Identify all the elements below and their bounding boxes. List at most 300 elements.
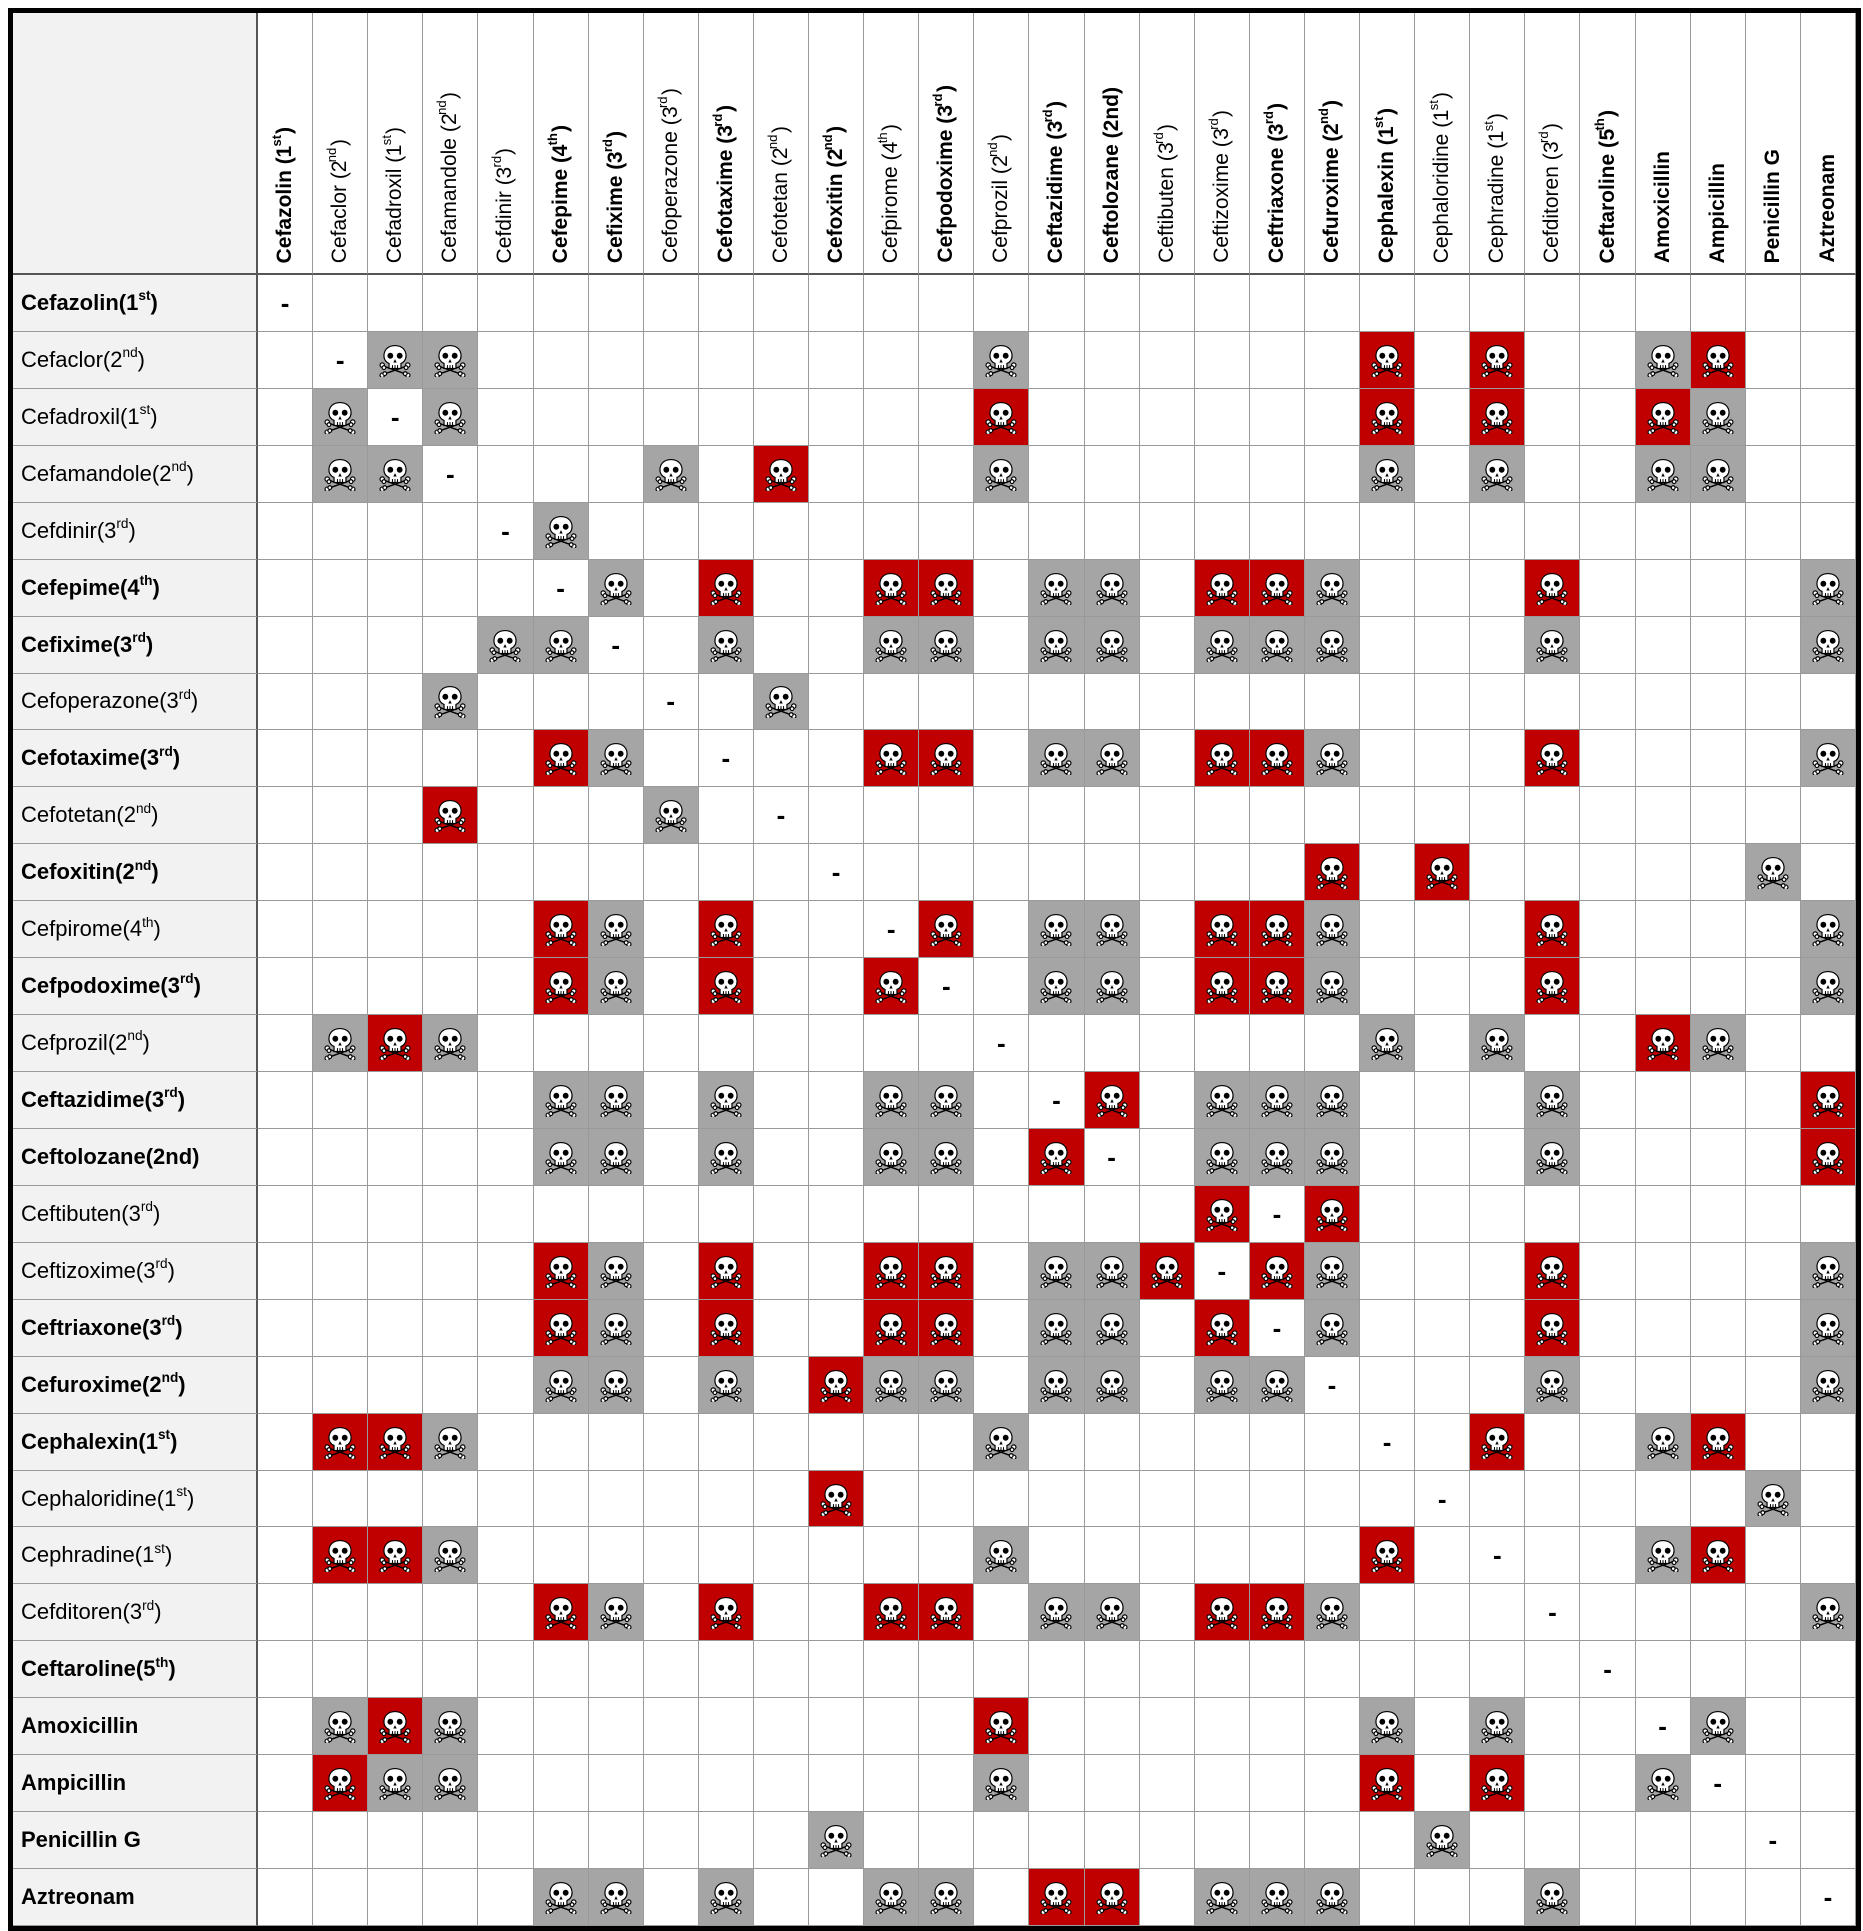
moderate-interaction-cell: [534, 1129, 589, 1186]
empty-cell: [1415, 446, 1470, 503]
skull-crossbones-icon: [1315, 1880, 1349, 1914]
skull-crossbones-icon: [1260, 1368, 1294, 1402]
empty-cell: [1250, 1471, 1305, 1528]
severe-interaction-cell: [368, 1015, 423, 1072]
empty-cell: [1085, 1414, 1140, 1471]
empty-cell: [1140, 1471, 1195, 1528]
row-header-generation: 2nd: [122, 857, 152, 885]
moderate-interaction-cell: [754, 674, 809, 731]
empty-cell: [754, 1357, 809, 1414]
empty-cell: [258, 1186, 313, 1243]
skull-crossbones-icon: [1039, 1880, 1073, 1914]
row-header: Ceftazidime ( 3rd ): [13, 1072, 258, 1129]
row-header-name: Cefpodoxime: [21, 973, 161, 999]
empty-cell: [809, 560, 864, 617]
column-header: [1085, 13, 1140, 275]
empty-cell: [1360, 958, 1415, 1015]
empty-cell: [1636, 1471, 1691, 1528]
empty-cell: [809, 1698, 864, 1755]
empty-cell: [754, 560, 809, 617]
empty-cell: [1140, 787, 1195, 844]
moderate-interaction-cell: [423, 332, 478, 389]
empty-cell: [589, 1471, 644, 1528]
skull-crossbones-icon: [984, 1766, 1018, 1800]
empty-cell: [699, 1015, 754, 1072]
skull-crossbones-icon: [544, 1254, 578, 1288]
skull-crossbones-icon: [984, 343, 1018, 377]
empty-cell: [1305, 1015, 1360, 1072]
column-header-label: Ceftizoxime (3rd): [1205, 110, 1233, 263]
empty-cell: [1140, 1812, 1195, 1869]
empty-cell: [258, 560, 313, 617]
severe-interaction-cell: [1195, 1584, 1250, 1641]
empty-cell: [1580, 1129, 1635, 1186]
empty-cell: [258, 503, 313, 560]
moderate-interaction-cell: [589, 1357, 644, 1414]
empty-cell: [1140, 1357, 1195, 1414]
self-dash: -: [1823, 1882, 1833, 1913]
empty-cell: [1691, 958, 1746, 1015]
moderate-interaction-cell: [1195, 617, 1250, 674]
moderate-interaction-cell: [1305, 617, 1360, 674]
moderate-interaction-cell: [1801, 560, 1856, 617]
empty-cell: [1360, 275, 1415, 332]
moderate-interaction-cell: [1691, 1015, 1746, 1072]
empty-cell: [1360, 1869, 1415, 1926]
empty-cell: [1636, 617, 1691, 674]
empty-cell: [1746, 1755, 1801, 1812]
moderate-interaction-cell: [974, 1414, 1029, 1471]
column-header: [478, 13, 533, 275]
empty-cell: [1691, 730, 1746, 787]
empty-cell: [258, 1527, 313, 1584]
empty-cell: [1415, 503, 1470, 560]
moderate-interaction-cell: [1305, 1072, 1360, 1129]
empty-cell: [313, 1471, 368, 1528]
row-header: Cefditoren ( 3rd ): [13, 1584, 258, 1641]
severe-interaction-cell: [534, 1243, 589, 1300]
empty-cell: [1195, 674, 1250, 731]
column-header-name: Ceftibuten: [1154, 167, 1178, 263]
skull-crossbones-icon: [433, 343, 467, 377]
severe-interaction-cell: [919, 901, 974, 958]
row-header: Cefpirome ( 4th ): [13, 901, 258, 958]
skull-crossbones-icon: [544, 1083, 578, 1117]
self-cell: [644, 674, 699, 731]
skull-crossbones-icon: [1039, 1311, 1073, 1345]
skull-crossbones-icon: [1811, 628, 1845, 662]
empty-cell: [974, 1641, 1029, 1698]
empty-cell: [1470, 1129, 1525, 1186]
self-cell: [1085, 1129, 1140, 1186]
moderate-interaction-cell: [423, 389, 478, 446]
skull-crossbones-icon: [544, 741, 578, 775]
empty-cell: [1140, 1300, 1195, 1357]
empty-cell: [478, 1869, 533, 1926]
skull-crossbones-icon: [874, 1254, 908, 1288]
empty-cell: [699, 1641, 754, 1698]
empty-cell: [1746, 1357, 1801, 1414]
column-header-name: Cephaloridine: [1430, 133, 1454, 263]
empty-cell: [1746, 1869, 1801, 1926]
empty-cell: [1801, 787, 1856, 844]
skull-crossbones-icon: [1480, 1425, 1514, 1459]
severe-interaction-cell: [1801, 1072, 1856, 1129]
severe-interaction-cell: [1085, 1869, 1140, 1926]
empty-cell: [699, 674, 754, 731]
empty-cell: [1746, 503, 1801, 560]
skull-crossbones-icon: [433, 684, 467, 718]
self-cell: [1746, 1812, 1801, 1869]
row-header-name: Ceftaroline: [21, 1656, 136, 1682]
empty-cell: [1195, 1812, 1250, 1869]
moderate-interaction-cell: [1801, 1584, 1856, 1641]
empty-cell: [1525, 389, 1580, 446]
empty-cell: [534, 1755, 589, 1812]
empty-cell: [1360, 560, 1415, 617]
empty-cell: [809, 332, 864, 389]
skull-crossbones-icon: [1701, 1538, 1735, 1572]
skull-crossbones-icon: [1480, 343, 1514, 377]
row-header-name: Cefamandole: [21, 460, 152, 486]
empty-cell: [258, 1015, 313, 1072]
empty-cell: [1636, 844, 1691, 901]
skull-crossbones-icon: [1260, 571, 1294, 605]
skull-crossbones-icon: [1370, 343, 1404, 377]
moderate-interaction-cell: [919, 1869, 974, 1926]
skull-crossbones-icon: [1205, 1311, 1239, 1345]
empty-cell: [258, 1869, 313, 1926]
empty-cell: [809, 1414, 864, 1471]
empty-cell: [1746, 1243, 1801, 1300]
moderate-interaction-cell: [1250, 1869, 1305, 1926]
empty-cell: [1580, 674, 1635, 731]
row-header-name: Cefoxitin: [21, 859, 116, 885]
empty-cell: [1636, 1129, 1691, 1186]
skull-crossbones-icon: [1646, 1538, 1680, 1572]
column-header-label: Cefazolin (1st): [269, 126, 297, 263]
empty-cell: [919, 1414, 974, 1471]
severe-interaction-cell: [1525, 1300, 1580, 1357]
moderate-interaction-cell: [313, 389, 368, 446]
severe-interaction-cell: [1691, 1527, 1746, 1584]
empty-cell: [1470, 787, 1525, 844]
skull-crossbones-icon: [599, 1140, 633, 1174]
moderate-interaction-cell: [1085, 617, 1140, 674]
empty-cell: [1691, 1471, 1746, 1528]
self-dash: -: [1272, 1198, 1282, 1229]
skull-crossbones-icon: [1370, 400, 1404, 434]
column-header-name: Cefpodoxime: [934, 129, 958, 263]
skull-crossbones-icon: [378, 1425, 412, 1459]
empty-cell: [1470, 844, 1525, 901]
column-header-label: Cefprozil (2nd): [985, 134, 1013, 263]
moderate-interaction-cell: [1029, 958, 1084, 1015]
column-header-label: Cefditoren (3rd): [1536, 123, 1564, 263]
skull-crossbones-icon: [599, 1083, 633, 1117]
severe-interaction-cell: [1250, 901, 1305, 958]
empty-cell: [368, 1812, 423, 1869]
moderate-interaction-cell: [589, 1300, 644, 1357]
empty-cell: [1525, 1812, 1580, 1869]
moderate-interaction-cell: [589, 1584, 644, 1641]
column-header-label: Ceftolozane (2nd): [1099, 86, 1123, 263]
moderate-interaction-cell: [313, 1015, 368, 1072]
empty-cell: [644, 1755, 699, 1812]
skull-crossbones-icon: [709, 1880, 743, 1914]
empty-cell: [534, 1015, 589, 1072]
skull-crossbones-icon: [709, 1311, 743, 1345]
column-header: [1691, 13, 1746, 275]
empty-cell: [368, 617, 423, 674]
empty-cell: [1029, 389, 1084, 446]
column-header-name: Cefoperazone: [658, 131, 682, 263]
empty-cell: [1470, 674, 1525, 731]
empty-cell: [754, 275, 809, 332]
skull-crossbones-icon: [1260, 1880, 1294, 1914]
skull-crossbones-icon: [1315, 969, 1349, 1003]
severe-interaction-cell: [1305, 844, 1360, 901]
self-cell: [809, 844, 864, 901]
skull-crossbones-icon: [433, 1425, 467, 1459]
severe-interaction-cell: [919, 560, 974, 617]
empty-cell: [1470, 560, 1525, 617]
empty-cell: [478, 1755, 533, 1812]
moderate-interaction-cell: [1470, 446, 1525, 503]
empty-cell: [1691, 1641, 1746, 1698]
empty-cell: [1195, 1015, 1250, 1072]
empty-cell: [1525, 1698, 1580, 1755]
moderate-interaction-cell: [699, 617, 754, 674]
empty-cell: [1691, 1300, 1746, 1357]
row-header-name: Ceftolozane: [21, 1143, 146, 1169]
moderate-interaction-cell: [1470, 1015, 1525, 1072]
severe-interaction-cell: [919, 1300, 974, 1357]
skull-crossbones-icon: [1260, 1083, 1294, 1117]
empty-cell: [754, 332, 809, 389]
skull-crossbones-icon: [488, 628, 522, 662]
column-header-generation: 3rd: [654, 96, 682, 119]
skull-crossbones-icon: [1260, 1595, 1294, 1629]
empty-cell: [1140, 901, 1195, 958]
empty-cell: [1746, 1186, 1801, 1243]
moderate-interaction-cell: [699, 1357, 754, 1414]
skull-crossbones-icon: [1535, 741, 1569, 775]
moderate-interaction-cell: [589, 958, 644, 1015]
column-header-generation: 3rd: [1150, 132, 1178, 155]
self-cell: [1195, 1243, 1250, 1300]
empty-cell: [1415, 1755, 1470, 1812]
empty-cell: [589, 503, 644, 560]
empty-cell: [1746, 1414, 1801, 1471]
skull-crossbones-icon: [709, 1595, 743, 1629]
skull-crossbones-icon: [929, 1083, 963, 1117]
moderate-interaction-cell: [1250, 1129, 1305, 1186]
severe-interaction-cell: [809, 1471, 864, 1528]
skull-crossbones-icon: [378, 1766, 412, 1800]
row-header-generation: 3rd: [146, 743, 173, 771]
empty-cell: [258, 787, 313, 844]
column-header-label: Cefotetan (2nd): [764, 125, 792, 263]
empty-cell: [258, 1300, 313, 1357]
column-header-label: [1761, 149, 1785, 263]
severe-interaction-cell: [754, 446, 809, 503]
row-header-generation: 1st: [127, 402, 151, 429]
row-header-generation: 2nd: [123, 800, 152, 828]
empty-cell: [754, 958, 809, 1015]
column-header-label: Cefdinir (3rd): [489, 147, 517, 263]
empty-cell: [313, 901, 368, 958]
empty-cell: [1085, 844, 1140, 901]
moderate-interaction-cell: [1801, 901, 1856, 958]
empty-cell: [1140, 674, 1195, 731]
empty-cell: [1801, 275, 1856, 332]
empty-cell: [919, 844, 974, 901]
skull-crossbones-icon: [1811, 1254, 1845, 1288]
empty-cell: [1085, 1015, 1140, 1072]
empty-cell: [1305, 446, 1360, 503]
moderate-interaction-cell: [1636, 1755, 1691, 1812]
row-header: Cefoxitin ( 2nd ): [13, 844, 258, 901]
row-header-name: Cefpirome: [21, 916, 123, 942]
empty-cell: [423, 617, 478, 674]
empty-cell: [1029, 446, 1084, 503]
empty-cell: [1691, 1869, 1746, 1926]
skull-crossbones-icon: [1370, 1026, 1404, 1060]
empty-cell: [1195, 1414, 1250, 1471]
severe-interaction-cell: [1525, 1243, 1580, 1300]
empty-cell: [1580, 901, 1635, 958]
empty-cell: [1305, 1414, 1360, 1471]
empty-cell: [974, 1869, 1029, 1926]
skull-crossbones-icon: [929, 1254, 963, 1288]
empty-cell: [478, 1300, 533, 1357]
moderate-interaction-cell: [1029, 560, 1084, 617]
moderate-interaction-cell: [1801, 1357, 1856, 1414]
row-header: Cefaclor ( 2nd ): [13, 332, 258, 389]
skull-crossbones-icon: [1315, 628, 1349, 662]
row-header: Ceftaroline ( 5th ): [13, 1641, 258, 1698]
empty-cell: [423, 560, 478, 617]
empty-cell: [1691, 560, 1746, 617]
skull-crossbones-icon: [544, 1595, 578, 1629]
self-dash: -: [1327, 1369, 1337, 1400]
column-header-name: Ceftriaxone: [1264, 147, 1288, 263]
empty-cell: [589, 1527, 644, 1584]
row-header: Cefixime ( 3rd ): [13, 617, 258, 674]
empty-cell: [534, 1471, 589, 1528]
empty-cell: [368, 1129, 423, 1186]
self-dash: -: [1272, 1312, 1282, 1343]
empty-cell: [1580, 503, 1635, 560]
column-header: [1415, 13, 1470, 275]
row-header-name: Cefadroxil: [21, 403, 121, 429]
severe-interaction-cell: [1195, 958, 1250, 1015]
column-header-label: Ceftazidime (3rd): [1040, 100, 1068, 263]
skull-crossbones-icon: [1535, 1880, 1569, 1914]
row-header: Cephradine ( 1st ): [13, 1527, 258, 1584]
moderate-interaction-cell: [1305, 730, 1360, 787]
skull-crossbones-icon: [433, 400, 467, 434]
empty-cell: [1195, 446, 1250, 503]
empty-cell: [1140, 1414, 1195, 1471]
empty-cell: [974, 1357, 1029, 1414]
empty-cell: [1140, 844, 1195, 901]
empty-cell: [1305, 1698, 1360, 1755]
skull-crossbones-icon: [1039, 571, 1073, 605]
skull-crossbones-icon: [1315, 1140, 1349, 1174]
column-header-generation: 2nd: [764, 134, 792, 160]
self-dash: -: [997, 1028, 1006, 1059]
skull-crossbones-icon: [1205, 1197, 1239, 1231]
skull-crossbones-icon: [819, 1368, 853, 1402]
empty-cell: [1140, 1129, 1195, 1186]
empty-cell: [1801, 503, 1856, 560]
column-header-name: Ceftazidime: [1044, 145, 1068, 263]
empty-cell: [258, 617, 313, 674]
empty-cell: [1801, 389, 1856, 446]
empty-cell: [864, 446, 919, 503]
empty-cell: [1085, 1812, 1140, 1869]
empty-cell: [1580, 1243, 1635, 1300]
empty-cell: [1195, 1641, 1250, 1698]
empty-cell: [258, 1072, 313, 1129]
empty-cell: [1636, 560, 1691, 617]
empty-cell: [423, 844, 478, 901]
cross-reactivity-table: [8, 8, 1861, 1931]
empty-cell: [368, 1072, 423, 1129]
empty-cell: [1691, 617, 1746, 674]
column-header-generation: 2nd: [434, 100, 462, 126]
empty-cell: [1580, 275, 1635, 332]
skull-crossbones-icon: [709, 912, 743, 946]
empty-cell: [589, 844, 644, 901]
empty-cell: [864, 1186, 919, 1243]
row-header: Cefepime ( 4th ): [13, 560, 258, 617]
severe-interaction-cell: [864, 958, 919, 1015]
moderate-interaction-cell: [864, 617, 919, 674]
empty-cell: [1580, 787, 1635, 844]
skull-crossbones-icon: [874, 1311, 908, 1345]
skull-crossbones-icon: [1480, 1026, 1514, 1060]
empty-cell: [1580, 1015, 1635, 1072]
row-header-generation: 3rd: [120, 629, 146, 657]
skull-crossbones-icon: [1205, 1140, 1239, 1174]
empty-cell: [1415, 1869, 1470, 1926]
moderate-interaction-cell: [1085, 1357, 1140, 1414]
empty-cell: [534, 389, 589, 446]
empty-cell: [1580, 1357, 1635, 1414]
empty-cell: [1470, 730, 1525, 787]
empty-cell: [1525, 446, 1580, 503]
severe-interaction-cell: [699, 560, 754, 617]
empty-cell: [478, 674, 533, 731]
row-header-generation: 2nd: [149, 1369, 179, 1397]
skull-crossbones-icon: [323, 1538, 357, 1572]
column-header-generation: 1st: [1426, 100, 1454, 121]
column-header-name: Cefditoren: [1540, 166, 1564, 263]
self-dash: -: [886, 914, 896, 945]
self-dash: -: [1492, 1540, 1502, 1571]
self-dash: -: [1052, 1084, 1061, 1115]
row-header: Cefuroxime ( 2nd ): [13, 1357, 258, 1414]
empty-cell: [1636, 1641, 1691, 1698]
column-header-name: Ceftizoxime: [1209, 153, 1233, 263]
severe-interaction-cell: [1801, 1129, 1856, 1186]
row-header-name: Penicillin G: [21, 1827, 141, 1853]
severe-interaction-cell: [1250, 1584, 1305, 1641]
skull-crossbones-icon: [1260, 628, 1294, 662]
